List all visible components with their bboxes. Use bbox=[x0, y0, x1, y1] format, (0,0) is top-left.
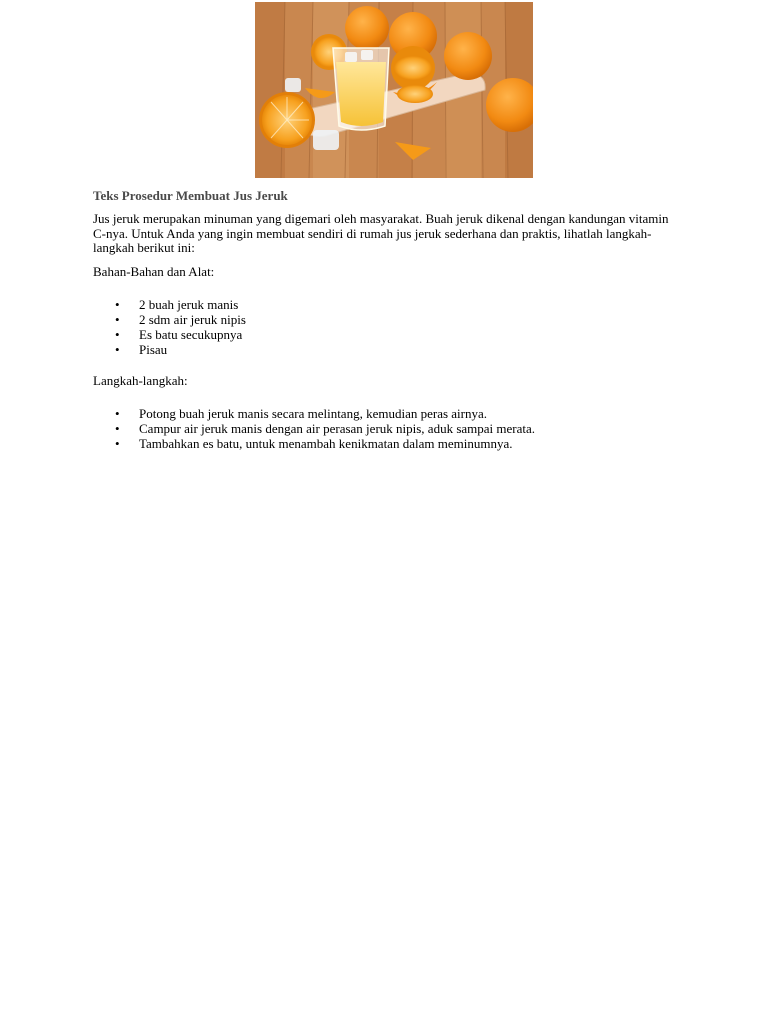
list-item bbox=[93, 312, 673, 327]
list-item-text: 2 buah jeruk manis bbox=[139, 296, 239, 312]
list-item-text: Campur air jeruk manis dengan air perasan jeruk nipis, aduk sampai merata. bbox=[139, 420, 536, 436]
steps-list bbox=[93, 406, 673, 451]
materials-heading: Bahan-Bahan dan Alat: bbox=[93, 263, 215, 279]
intro-paragraph: Jus jeruk merupakan minuman yang digemari oleh masyarakat. Buah jeruk dikenal dengan kandungan vitamin C-nya. Untuk Anda yang ingin membuat sendiri di rumah jus jeruk sederhana dan praktis, lihatlah langkah-langkah berikut ini: bbox=[93, 211, 669, 255]
document-title: Teks Prosedur Membuat Jus Jeruk bbox=[93, 188, 288, 203]
bullet-icon: • bbox=[115, 296, 120, 312]
bullet-icon: • bbox=[115, 435, 120, 451]
list-item-text: Pisau bbox=[139, 341, 168, 357]
list-item bbox=[93, 297, 673, 312]
list-item-text: Potong buah jeruk manis secara melintang, kemudian peras airnya. bbox=[139, 405, 488, 421]
list-item-text: Tambahkan es batu, untuk menambah kenikmatan dalam meminumnya. bbox=[139, 435, 513, 451]
steps-heading: Langkah-langkah: bbox=[93, 372, 188, 388]
list-item bbox=[93, 421, 673, 436]
list-item bbox=[93, 342, 673, 357]
list-item-text: Es batu secukupnya bbox=[139, 326, 243, 342]
bullet-icon: • bbox=[115, 326, 120, 342]
orange-juice-photo bbox=[255, 2, 533, 178]
list-item bbox=[93, 436, 673, 451]
bullet-icon: • bbox=[115, 420, 120, 436]
materials-list bbox=[93, 297, 673, 357]
bullet-icon: • bbox=[115, 341, 120, 357]
bullet-icon: • bbox=[115, 405, 120, 421]
list-item-text: 2 sdm air jeruk nipis bbox=[139, 311, 246, 327]
document-body bbox=[93, 188, 673, 467]
list-item bbox=[93, 327, 673, 342]
bullet-icon: • bbox=[115, 311, 120, 327]
list-item bbox=[93, 406, 673, 421]
